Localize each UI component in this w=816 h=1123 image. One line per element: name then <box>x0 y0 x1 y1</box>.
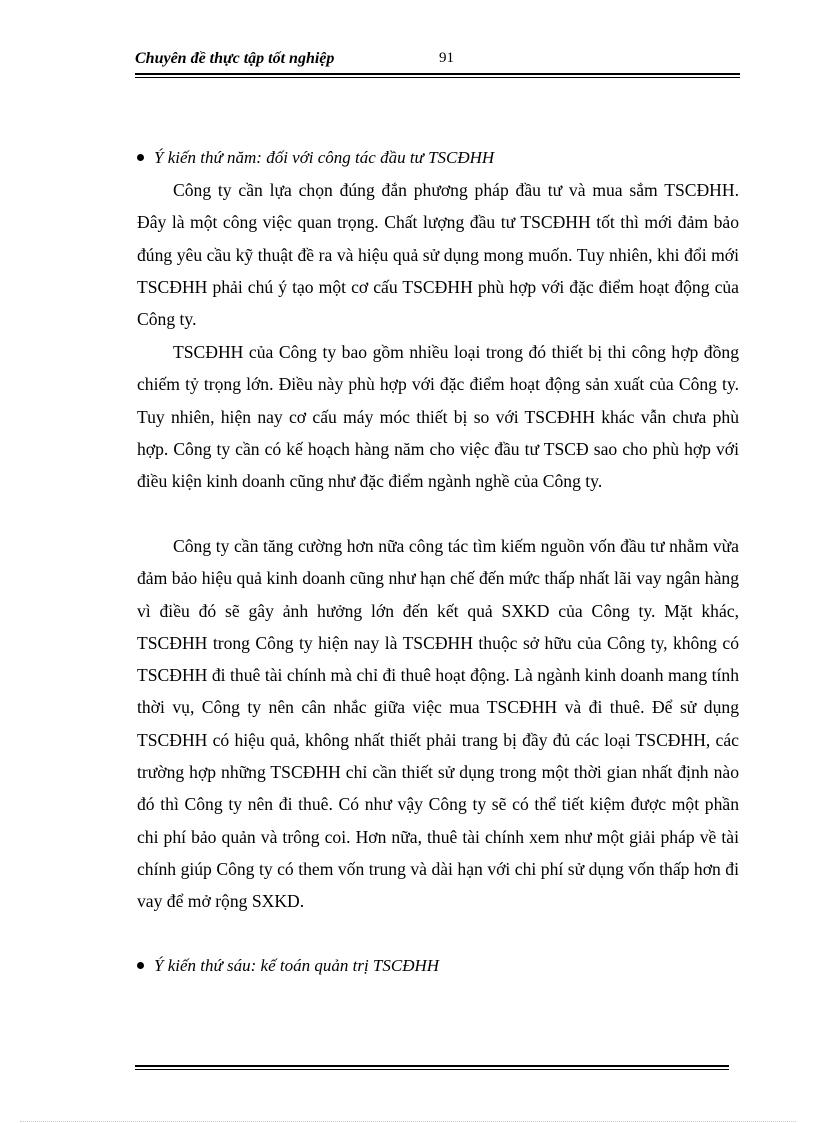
bullet-text: Ý kiến thứ sáu: kế toán quản trị TSCĐHH <box>154 956 440 975</box>
bullet-text: Ý kiến thứ năm: đối với công tác đầu tư TSCĐHH <box>154 148 495 167</box>
footer-rule <box>135 1065 729 1067</box>
bullet-item-fifth-opinion <box>137 148 494 168</box>
bullet-item-sixth-opinion <box>137 956 439 976</box>
bullet-icon <box>137 154 144 161</box>
paragraph-2: TSCĐHH của Công ty bao gồm nhiều loại trong đó thiết bị thi công hợp đồng chiếm tỷ trọng lớn. Điều này phù hợp với đặc điểm hoạt động sản xuất của Công ty. Tuy nhiên, hiện nay cơ cấu máy móc thiết bị so với TSCĐHH khác vẫn chưa phù hợp. Công ty cần có kế hoạch hàng năm cho việc đầu tư TSCĐ sao cho phù hợp với điều kiện kinh doanh cũng như đặc điểm ngành nghề của Công ty. <box>137 342 739 492</box>
header-rule-thin <box>135 77 740 78</box>
header-rule <box>135 73 740 75</box>
footer-rule-thin <box>135 1069 729 1070</box>
paragraph-3: Công ty cần tăng cường hơn nữa công tác tìm kiếm nguồn vốn đầu tư nhằm vừa đảm bảo hiệu quả kinh doanh cũng như hạn chế đến mức thấp nhất lãi vay ngân hàng vì điều đó sẽ gây ảnh hưởng lớn đến kết quả SXKD của Công ty. Mặt khác, TSCĐHH trong Công ty hiện nay là TSCĐHH thuộc sở hữu của Công ty, không có TSCĐHH đi thuê tài chính mà chỉ đi thuê hoạt động. Là ngành kinh doanh mang tính thời vụ, Công ty nên cân nhắc giữa việc mua TSCĐHH và đi thuê. Để sử dụng TSCĐHH có hiệu quả, không nhất thiết phải trang bị đầy đủ các loại TSCĐHH, các trường hợp những TSCĐHH chỉ cần thiết sử dụng trong một thời gian nhất định nào đó thì Công ty nên đi thuê. Có như vậy Công ty sẽ có thể tiết kiệm được một phần chi phí bảo quản và trông coi. Hơn nữa, thuê tài chính xem như một giải pháp về tài chính giúp Công ty có them vốn trung và dài hạn với chi phí sử dụng vốn thấp hơn đi vay để mở rộng SXKD. <box>137 536 739 912</box>
page-number: 91 <box>439 50 454 66</box>
bullet-icon <box>137 962 144 969</box>
page-edge-divider <box>20 1121 796 1122</box>
header-title: Chuyên đề thực tập tốt nghiệp <box>135 50 335 67</box>
paragraph-1: Công ty cần lựa chọn đúng đắn phương pháp đầu tư và mua sắm TSCĐHH. Đây là một công việc quan trọng. Chất lượng đầu tư TSCĐHH tốt thì mới đảm bảo đúng yêu cầu kỹ thuật đề ra và hiệu quả sử dụng mong muốn. Tuy nhiên, khi đổi mới TSCĐHH phải chú ý tạo một cơ cấu TSCĐHH phù hợp với đặc điểm hoạt động của Công ty. <box>137 180 739 330</box>
